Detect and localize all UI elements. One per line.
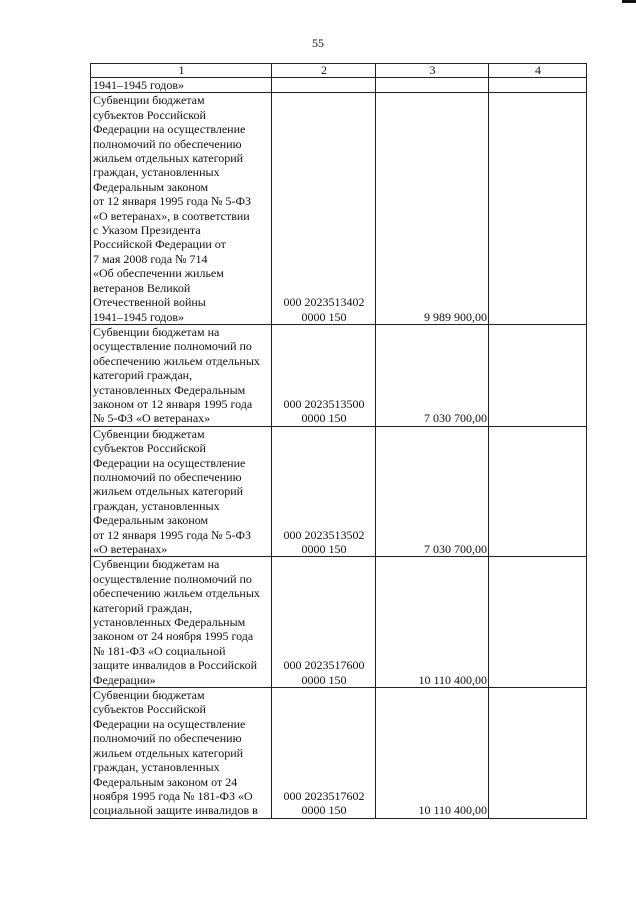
row-amount — [376, 78, 489, 93]
row-code: 000 2023513500 0000 150 — [272, 324, 376, 426]
column-header-name: 1 — [91, 64, 272, 78]
row-name: Субвенции бюджетам субъектов Российской Федерации на осуществление полномочий по обеспечению жильем отдельных категорий граждан, установленных Федеральным законом от 12 января 1995 года № 5-ФЗ «О ветеранах», в соответствии с Указом Президента Российской Федерации от 7 мая 2008 года № 714 «Об обеспечении жильем ветеранов Великой Отечественной войны 1941–1945 годов» — [91, 93, 272, 325]
table-row — [91, 93, 587, 325]
page-number: 55 — [312, 36, 324, 50]
budget-revenue-table — [90, 63, 587, 819]
scan-corner-mark — [622, 0, 636, 3]
column-header-extra: 4 — [489, 64, 587, 78]
row-code — [272, 78, 376, 93]
column-header-code: 2 — [272, 64, 376, 78]
row-extra — [489, 426, 587, 557]
row-name: 1941–1945 годов» — [91, 78, 272, 93]
row-name: Субвенции бюджетам на осуществление полномочий по обеспечению жильем отдельных категорий граждан, установленных Федеральным законом от 24 ноября 1995 года № 181-ФЗ «О социальной защите инвалидов в Российской Федерации» — [91, 557, 272, 688]
row-amount: 7 030 700,00 — [376, 426, 489, 557]
table-header-row — [91, 64, 587, 78]
row-extra — [489, 78, 587, 93]
table-row — [91, 557, 587, 688]
row-extra — [489, 688, 587, 819]
row-name: Субвенции бюджетам субъектов Российской Федерации на осуществление полномочий по обеспечению жильем отдельных категорий граждан, установленных Федеральным законом от 12 января 1995 года № 5-ФЗ «О ветеранах» — [91, 426, 272, 557]
column-header-amount: 3 — [376, 64, 489, 78]
row-extra — [489, 93, 587, 325]
table-row — [91, 688, 587, 819]
row-extra — [489, 557, 587, 688]
row-amount: 10 110 400,00 — [376, 688, 489, 819]
row-code: 000 2023517602 0000 150 — [272, 688, 376, 819]
row-code: 000 2023513502 0000 150 — [272, 426, 376, 557]
table-row — [91, 78, 587, 93]
table-row — [91, 324, 587, 426]
row-code: 000 2023517600 0000 150 — [272, 557, 376, 688]
row-extra — [489, 324, 587, 426]
row-amount: 10 110 400,00 — [376, 557, 489, 688]
table-row — [91, 426, 587, 557]
row-amount: 7 030 700,00 — [376, 324, 489, 426]
row-amount: 9 989 900,00 — [376, 93, 489, 325]
row-code: 000 2023513402 0000 150 — [272, 93, 376, 325]
row-name: Субвенции бюджетам субъектов Российской Федерации на осуществление полномочий по обеспечению жильем отдельных категорий граждан, установленных Федеральным законом от 24 ноября 1995 года № 181-ФЗ «О социальной защите инвалидов в — [91, 688, 272, 819]
row-name: Субвенции бюджетам на осуществление полномочий по обеспечению жильем отдельных категорий граждан, установленных Федеральным законом от 12 января 1995 года № 5-ФЗ «О ветеранах» — [91, 324, 272, 426]
